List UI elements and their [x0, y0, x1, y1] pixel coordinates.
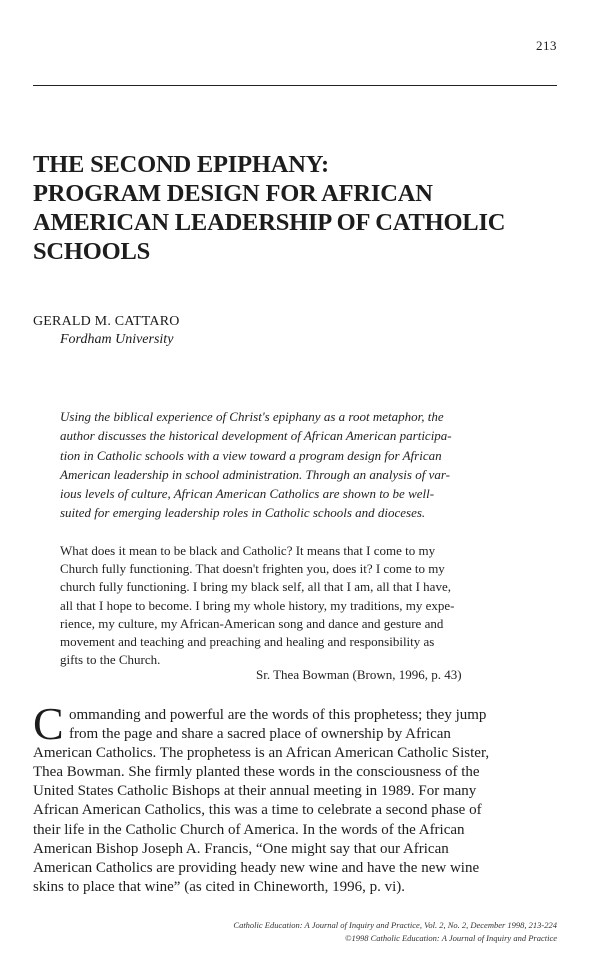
- epigraph-line: What does it mean to be black and Catholic? It means that I come to my: [60, 543, 436, 558]
- abstract-line: tion in Catholic schools with a view toward a program design for African: [60, 447, 442, 463]
- title-line: THE SECOND EPIPHANY:: [33, 151, 329, 178]
- epigraph-line: Church fully functioning. That doesn't frighten you, does it? I come to my: [60, 561, 445, 577]
- article-title: [33, 150, 573, 266]
- title-line: AMERICAN LEADERSHIP OF CATHOLIC: [33, 209, 506, 236]
- body-line: United States Catholic Bishops at their annual meeting in 1989. For many: [33, 783, 477, 800]
- footer-citation: Catholic Education: A Journal of Inquiry and Practice, Vol. 2, No. 2, December 1998, 213-224: [233, 920, 557, 930]
- abstract-line: Using the biblical experience of Christ's epiphany as a root metaphor, the: [60, 409, 444, 424]
- page-number: 213: [536, 38, 557, 53]
- epigraph-line: church fully functioning. I bring my black self, all that I am, all that I have,: [60, 579, 451, 595]
- body-line: from the page and share a sacred place of ownership by African: [69, 726, 451, 743]
- epigraph-line: rience, my culture, my African-American song and dance and gesture and: [60, 615, 444, 631]
- body-line: ommanding and powerful are the words of this prophetess; they jump: [69, 707, 487, 723]
- epigraph-line: movement and teaching and preaching and healing and responsibility as: [60, 634, 435, 650]
- body-line: American Bishop Joseph A. Francis, “One might say that our African: [33, 840, 449, 857]
- abstract-line: American leadership in school administration. Through an analysis of var-: [60, 466, 450, 482]
- header-rule: [33, 85, 557, 86]
- body-line: American Catholics are providing heady new wine and have the new wine: [33, 859, 480, 876]
- author-name: GERALD M. CATTARO: [33, 314, 180, 329]
- epigraph-attribution: Sr. Thea Bowman (Brown, 1996, p. 43): [256, 667, 462, 682]
- footer-copyright: ©1998 Catholic Education: A Journal of Inquiry and Practice: [344, 933, 557, 943]
- title-line: SCHOOLS: [33, 238, 151, 265]
- title-line: PROGRAM DESIGN FOR AFRICAN: [33, 180, 433, 207]
- drop-cap: C: [33, 698, 64, 749]
- epigraph-line: gifts to the Church.: [60, 652, 161, 668]
- abstract-line: ious levels of culture, African American Catholics are shown to be well-: [60, 486, 435, 502]
- body-line: skins to place that wine” (as cited in Chineworth, 1996, p. vi).: [33, 878, 406, 895]
- body-line: African American Catholics, this was a time to celebrate a second phase of: [33, 802, 482, 819]
- body-paragraph: [33, 698, 561, 897]
- abstract: [60, 407, 532, 523]
- body-line: Thea Bowman. She firmly planted these words in the consciousness of the: [33, 764, 480, 781]
- body-line: American Catholics. The prophetess is an African American Catholic Sister,: [33, 745, 490, 762]
- abstract-line: author discusses the historical development of African American participa-: [60, 428, 452, 444]
- abstract-line: suited for emerging leadership roles in Catholic schools and dioceses.: [60, 505, 426, 521]
- epigraph-line: all that I hope to become. I bring my whole history, my traditions, my expe-: [60, 597, 455, 613]
- epigraph-quote: [60, 542, 535, 669]
- body-line: their life in the Catholic Church of America. In the words of the African: [33, 821, 465, 838]
- author-affiliation: Fordham University: [60, 332, 174, 347]
